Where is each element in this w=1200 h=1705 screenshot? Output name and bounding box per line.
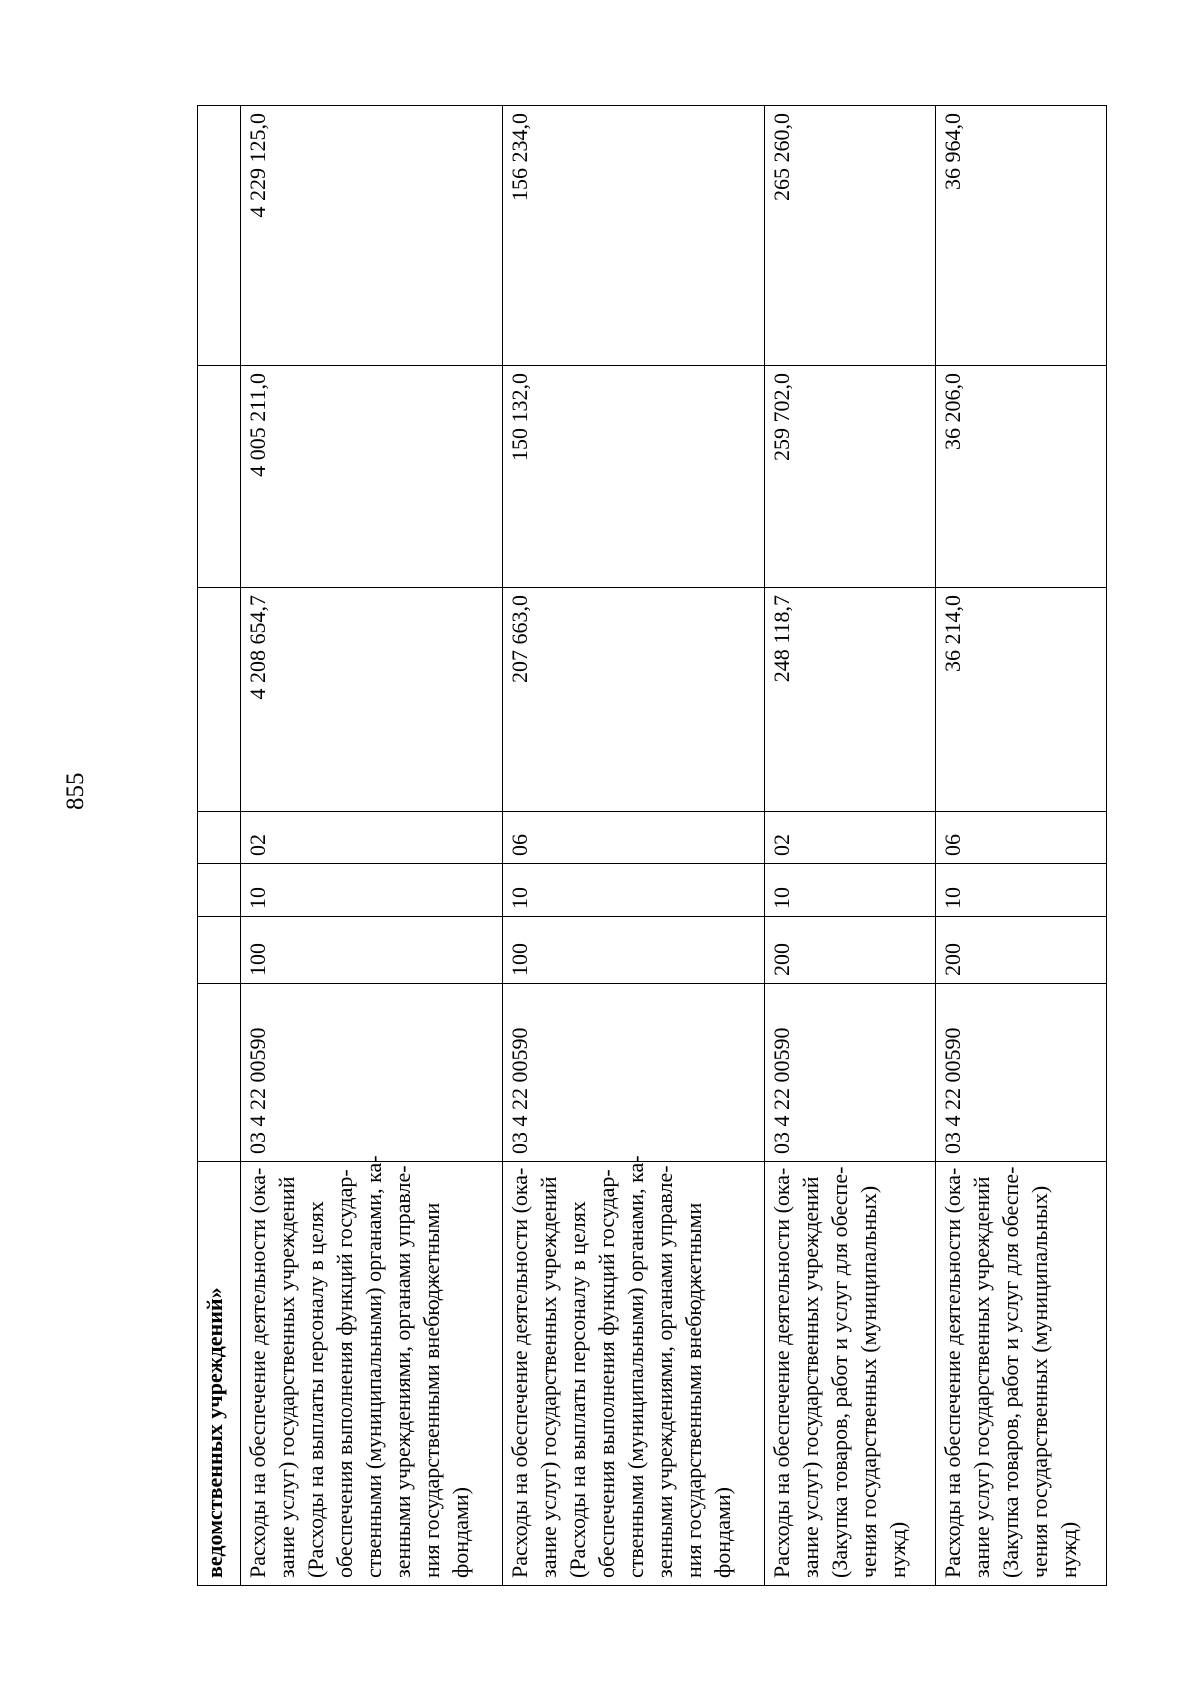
table-row: [502, 106, 764, 1586]
subsection-code: 02: [240, 812, 502, 864]
amount-year-1: 4 208 654,7: [240, 588, 502, 812]
expense-description: Расходы на обеспечение деятельности (ока- зание услуг) государственных учреждений (Расходы на выплаты персоналу в целях обеспечения выполнения функций государ- ственными (муниципальными) органами, ка- зенными учреждениями, органами управле- ния государственными внебюджетными фондами): [240, 1162, 502, 1586]
target-article-code: 03 4 22 00590: [240, 984, 502, 1162]
amount-year-3: 36 964,0: [935, 106, 1106, 366]
subsection-code: 02: [764, 812, 935, 864]
amount-year-1: 248 118,7: [764, 588, 935, 812]
empty-cell: [198, 588, 241, 812]
table-row: [240, 106, 502, 1586]
amount-year-1: 207 663,0: [502, 588, 764, 812]
amount-year-3: 156 234,0: [502, 106, 764, 366]
amount-year-3: 4 229 125,0: [240, 106, 502, 366]
expense-type-code: 100: [502, 917, 764, 984]
amount-year-3: 265 260,0: [764, 106, 935, 366]
target-article-code: 03 4 22 00590: [935, 984, 1106, 1162]
empty-cell: [198, 984, 241, 1162]
section-code: 10: [502, 864, 764, 917]
empty-cell: [198, 917, 241, 984]
target-article-code: 03 4 22 00590: [502, 984, 764, 1162]
expense-description: Расходы на обеспечение деятельности (ока- зание услуг) государственных учреждений (Закупка товаров, работ и услуг для обеспе- чения государственных (муниципальных) нужд): [935, 1162, 1106, 1586]
expense-description: Расходы на обеспечение деятельности (ока- зание услуг) государственных учреждений (Расходы на выплаты персоналу в целях обеспечения выполнения функций государ- ственными (муниципальными) органами, ка- зенными учреждениями, органами управле- ния государственными внебюджетными фондами): [502, 1162, 764, 1586]
budget-table: [197, 105, 1107, 1586]
section-code: 10: [935, 864, 1106, 917]
subsection-code: 06: [935, 812, 1106, 864]
table-row: [764, 106, 935, 1586]
empty-cell: [198, 106, 241, 366]
empty-cell: [198, 812, 241, 864]
header-continuation-text: ведомственных учреждений»: [198, 1162, 241, 1586]
section-code: 10: [764, 864, 935, 917]
expense-description: Расходы на обеспечение деятельности (ока- зание услуг) государственных учреждений (Закупка товаров, работ и услуг для обеспе- чения государственных (муниципальных) нужд): [764, 1162, 935, 1586]
section-code: 10: [240, 864, 502, 917]
table-row: [935, 106, 1106, 1586]
amount-year-2: 259 702,0: [764, 366, 935, 588]
target-article-code: 03 4 22 00590: [764, 984, 935, 1162]
empty-cell: [198, 366, 241, 588]
amount-year-2: 4 005 211,0: [240, 366, 502, 588]
expense-type-code: 200: [764, 917, 935, 984]
amount-year-1: 36 214,0: [935, 588, 1106, 812]
rotated-budget-table-wrapper: [197, 106, 1107, 1586]
amount-year-2: 36 206,0: [935, 366, 1106, 588]
empty-cell: [198, 864, 241, 917]
amount-year-2: 150 132,0: [502, 366, 764, 588]
expense-type-code: 100: [240, 917, 502, 984]
page-number: 855: [62, 772, 89, 810]
subsection-code: 06: [502, 812, 764, 864]
table-header-row: [198, 106, 241, 1586]
expense-type-code: 200: [935, 917, 1106, 984]
